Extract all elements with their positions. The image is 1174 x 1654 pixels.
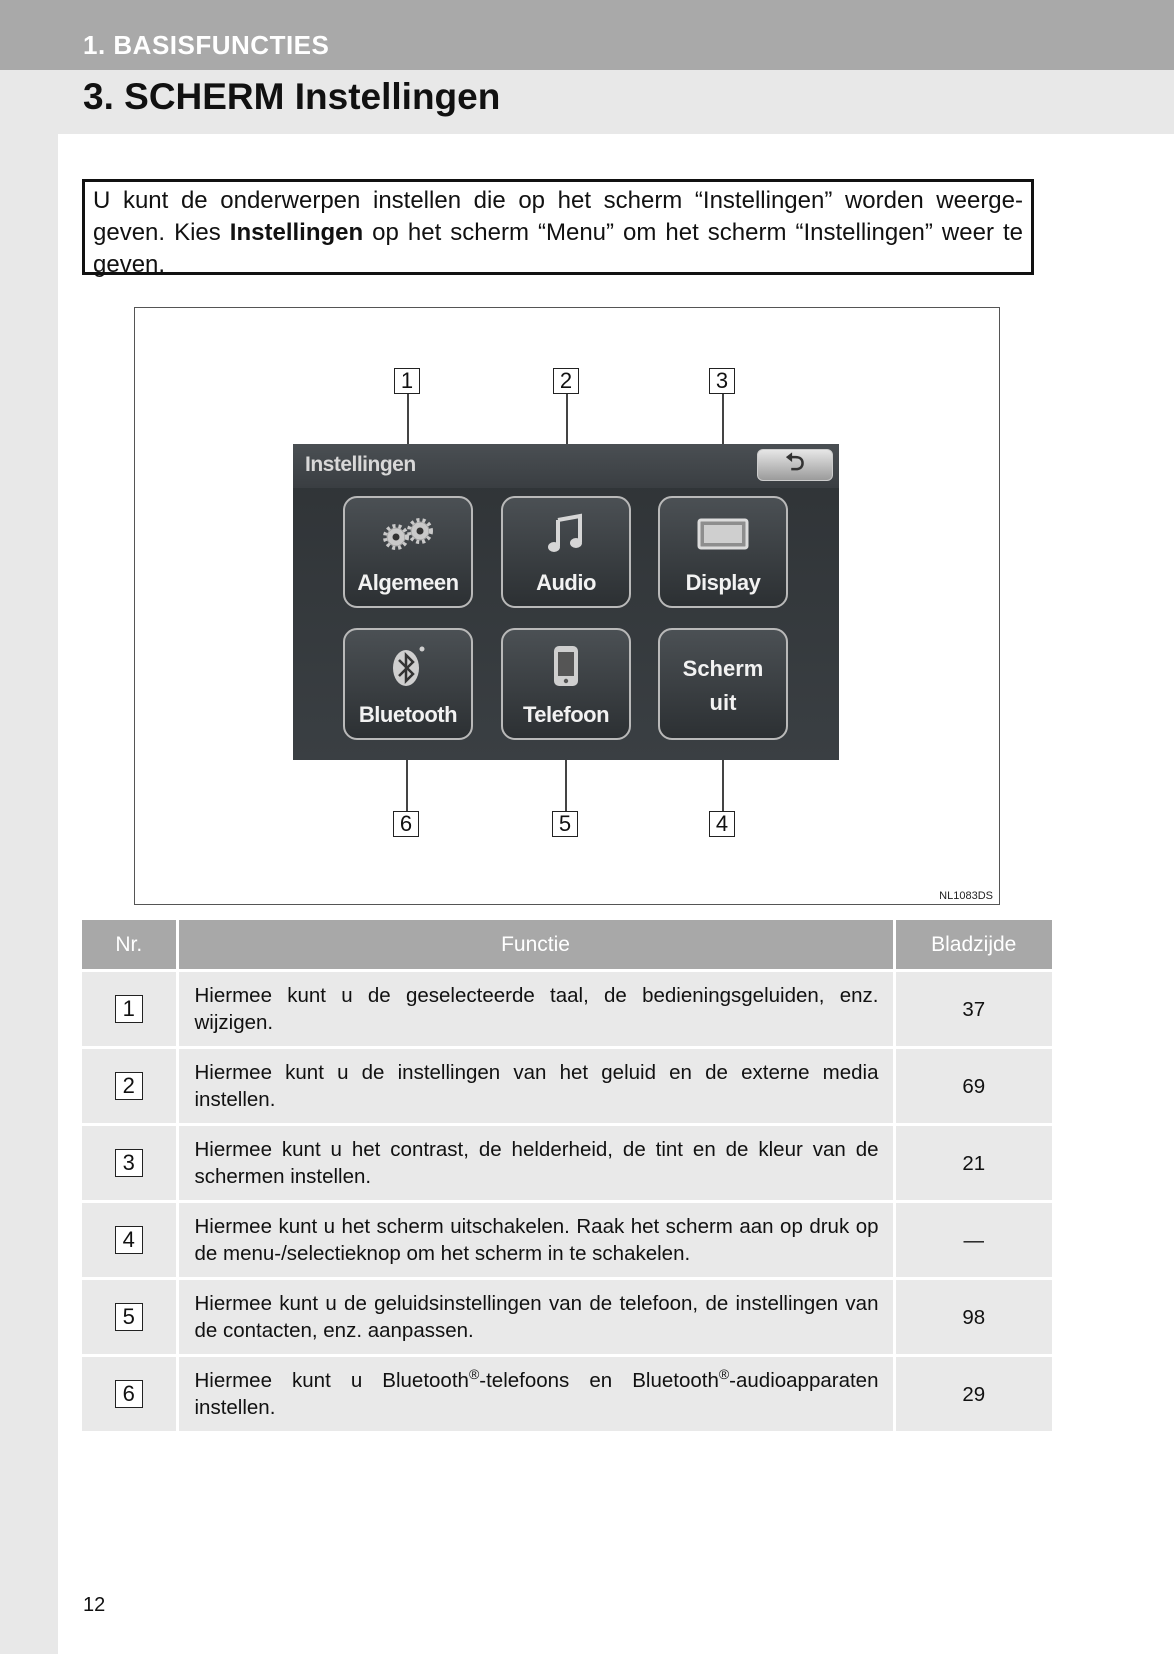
row-number: 4: [115, 1226, 143, 1254]
phone-icon: [503, 644, 629, 688]
row-nr-cell: [82, 1048, 177, 1125]
bluetooth-icon: [345, 644, 471, 688]
row-nr-cell: [82, 1202, 177, 1279]
page-number: 12: [83, 1594, 106, 1616]
audio-button[interactable]: [501, 496, 631, 608]
callout-5: 5: [552, 811, 578, 837]
gears-icon: [345, 512, 471, 556]
figure-code: NL1083DS: [939, 890, 993, 902]
bluetooth-label: Bluetooth: [358, 702, 458, 727]
bluetooth-button[interactable]: [343, 628, 473, 740]
table-row: [82, 1125, 1052, 1202]
callout-4: 4: [709, 811, 735, 837]
settings-screen: [293, 444, 839, 760]
row-description: Hiermee kunt u de geluidsinstellingen van de telefoon, de instellingen van de contacten, enz. aanpassen.: [177, 1279, 894, 1356]
row-page: 69: [894, 1048, 1052, 1125]
display-icon: [660, 512, 786, 556]
desc-part-c: -audioapparaten instellen.: [194, 1369, 879, 1419]
telefoon-button[interactable]: [501, 628, 631, 740]
table-row: [82, 971, 1052, 1048]
algemeen-button[interactable]: [343, 496, 473, 608]
display-label: Display: [685, 570, 761, 595]
table-row: [82, 1356, 1052, 1432]
back-button[interactable]: [757, 449, 833, 481]
section-label: 1. BASISFUNCTIES: [83, 30, 330, 60]
header-nr: Nr.: [82, 920, 177, 971]
row-number: 1: [115, 995, 143, 1023]
screen-title: Instellingen: [305, 453, 416, 476]
header-functie: Functie: [177, 920, 894, 971]
row-nr-cell: [82, 1356, 177, 1432]
row-number: 2: [115, 1072, 143, 1100]
registered-mark: ®: [718, 1366, 730, 1383]
algemeen-label: Algemeen: [357, 570, 459, 595]
callout-6: 6: [393, 811, 419, 837]
row-number: 5: [115, 1303, 143, 1331]
table-row: [82, 1048, 1052, 1125]
row-description: Hiermee kunt u de instellingen van het geluid en de externe media instellen.: [177, 1048, 894, 1125]
table-row: [82, 1202, 1052, 1279]
row-description: Hiermee kunt u de geselecteerde taal, de bedieningsgeluiden, enz. wijzigen.: [177, 971, 894, 1048]
row-page: 98: [894, 1279, 1052, 1356]
functions-table: [82, 920, 1052, 1431]
scherm-uit-button[interactable]: [658, 628, 788, 740]
settings-screen-figure: [134, 307, 1000, 905]
table-row: [82, 1279, 1052, 1356]
music-note-icon: [503, 512, 629, 556]
back-arrow-icon: ⮌: [785, 448, 805, 476]
intro-text-part1: U kunt de onderwerpen instellen die op het scherm “Instellingen” worden weerge-geven. Kies: [93, 187, 1023, 246]
intro-text-bold: Instellingen: [229, 219, 364, 246]
row-number: 3: [115, 1149, 143, 1177]
callout-1: 1: [394, 368, 420, 394]
telefoon-label: Telefoon: [522, 702, 610, 727]
scherm-uit-label: [660, 652, 786, 720]
scherm-uit-line2: uit: [709, 690, 737, 715]
table-header-row: [82, 920, 1052, 971]
row-description: Hiermee kunt u het scherm uitschakelen. Raak het scherm aan op druk op de menu-/selectieknop om het scherm in te schakelen.: [177, 1202, 894, 1279]
row-nr-cell: [82, 971, 177, 1048]
intro-text-part2: op het scherm “Menu” om het scherm “Instellingen” weer te geven.: [93, 219, 1023, 278]
page-title: 3. SCHERM Instellingen: [83, 76, 501, 117]
row-page: 37: [894, 971, 1052, 1048]
header-bladzijde: Bladzijde: [894, 920, 1052, 971]
callout-3: 3: [709, 368, 735, 394]
row-nr-cell: [82, 1279, 177, 1356]
left-margin-strip: [0, 70, 58, 1654]
callout-2: 2: [553, 368, 579, 394]
row-number: 6: [115, 1380, 143, 1408]
scherm-uit-line1: Scherm: [682, 656, 764, 681]
audio-label: Audio: [536, 570, 596, 595]
display-button[interactable]: [658, 496, 788, 608]
intro-box: [82, 179, 1034, 278]
registered-mark: ®: [468, 1366, 480, 1383]
row-nr-cell: [82, 1125, 177, 1202]
desc-part-a: Hiermee kunt u Bluetooth: [194, 1369, 469, 1392]
row-description: Hiermee kunt u het contrast, de helderheid, de tint en de kleur van de schermen instellen.: [177, 1125, 894, 1202]
row-description: [177, 1356, 894, 1432]
row-page: 21: [894, 1125, 1052, 1202]
desc-part-b: -telefoons en Bluetooth: [479, 1369, 719, 1392]
row-page: —: [894, 1202, 1052, 1279]
row-page: 29: [894, 1356, 1052, 1432]
